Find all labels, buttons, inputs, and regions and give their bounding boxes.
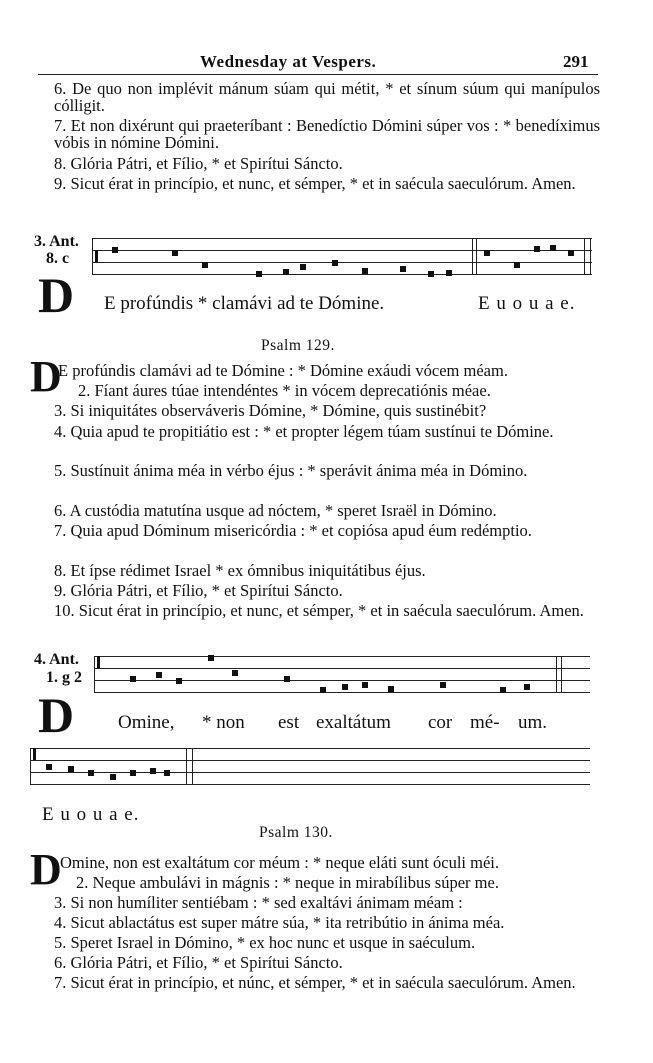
bar-line [192, 748, 193, 784]
neume-note [176, 678, 182, 684]
neume-note [68, 766, 74, 772]
neume-note [46, 764, 52, 770]
neume-note [446, 270, 452, 276]
neume-note [88, 770, 94, 776]
psalm-129-verse-6: 6. A custódia matutína usque ad nóctem, * speret Israël in Dómino. [54, 501, 497, 520]
neume-note [342, 684, 348, 690]
neume-note [172, 250, 178, 256]
neume-note [362, 682, 368, 688]
neume-note [534, 246, 540, 252]
staff-line [94, 680, 590, 681]
neume-note [362, 268, 368, 274]
neume-note [283, 269, 289, 275]
staff-line [94, 692, 590, 693]
page-number: 291 [563, 52, 589, 71]
psalm-130-verse-1: Omine, non est exaltátum cor méum : * neque eláti sunt óculi méi. [60, 853, 499, 872]
antiphon-number: 3. Ant. [34, 233, 79, 250]
psalm-129-dropcap: D [30, 352, 62, 401]
bar-line [472, 238, 473, 274]
neume-note [550, 245, 556, 251]
antiphon-4-syllable: cor [428, 712, 453, 733]
neume-note [388, 686, 394, 692]
staff-line [92, 274, 592, 275]
antiphon-4-syllable: * non [202, 712, 245, 733]
antiphon-4-euouae: E u o u a e. [42, 804, 140, 825]
psalm-129-verse-3: 3. Si iniquitátes observáveris Dómine, * Dómine, quis sustinébit? [54, 401, 487, 420]
psalm-130-verse-5: 5. Speret Israel in Dómino, * ex hoc nunc et usque in saéculum. [54, 933, 476, 952]
neume-note [256, 271, 262, 277]
neume-note [524, 684, 530, 690]
bar-line [30, 748, 31, 784]
bar-line [584, 238, 585, 274]
staff-line [94, 668, 590, 669]
neume-note [400, 266, 406, 272]
psalm-130-verse-3: 3. Si non humíliter sentiébam : * sed exaltávi ánimam méam : [54, 893, 463, 912]
neume-note [110, 774, 116, 780]
staff-line [30, 772, 590, 773]
neume-note [284, 676, 290, 682]
staff-line [92, 250, 592, 251]
neume-note [440, 682, 446, 688]
c-clef-icon [95, 250, 98, 262]
c-clef-icon [33, 748, 36, 760]
psalm-129-verse-4: 4. Quia apud te propitiátio est : * et propter légem túam sustínui te Dómine. [54, 422, 554, 441]
header-rule [38, 74, 598, 75]
bar-line [94, 656, 95, 692]
psalm-129-verse-5: 5. Sustínuit ánima méa in vérbo éjus : * sperávit ánima méa in Dómino. [54, 461, 528, 480]
bar-line [590, 238, 591, 274]
neume-note [514, 262, 520, 268]
verse-6: 6. De quo non implévit mánum súam qui métit, * et sínum súum qui manípulos cólligit. [54, 79, 600, 115]
antiphon-mode: 8. c [46, 250, 70, 267]
staff-line [30, 760, 590, 761]
psalm-129-verse-10: 10. Sicut érat in princípio, et nunc, et sémper, * et in saécula saeculórum. Amen. [54, 601, 584, 620]
staff-line [30, 748, 590, 749]
neume-note [300, 264, 306, 270]
running-header-title: Wednesday at Vespers. [200, 52, 377, 71]
antiphon-4-syllable: um. [518, 712, 548, 733]
psalm-129-verse-8: 8. Et ípse rédimet Israel * ex ómnibus iniquitátibus éjus. [54, 561, 426, 580]
neume-note [156, 672, 162, 678]
neume-note [500, 687, 506, 693]
neume-note [164, 770, 170, 776]
neume-note [208, 655, 214, 661]
psalm-129-verse-7: 7. Quia apud Dóminum misericórdia : * et copiósa apud éum redémptio. [54, 521, 532, 540]
neume-note [428, 271, 434, 277]
psalm-129-verse-2: 2. Fíant áures túae intendéntes * in vócem deprecatiónis méae. [78, 381, 491, 400]
verse-7: 7. Et non dixérunt qui praeteríbant : Benedíctio Dómini súper vos : * benedíximus vóbis in nómine Dómini. [54, 116, 600, 152]
antiphon-4-dropcap: D [38, 687, 75, 743]
antiphon-3-dropcap: D [38, 267, 75, 323]
neume-note [484, 250, 490, 256]
bar-line [476, 238, 477, 274]
psalm-130-verse-4: 4. Sicut ablactátus est super mátre súa, * ita retribútio in ánima méa. [54, 913, 505, 932]
antiphon-4-syllable: mé- [470, 712, 500, 733]
staff-line [92, 238, 592, 239]
neume-note [320, 687, 326, 693]
psalm-129-verse-1: E profúndis clamávi ad te Dómine : * Dómine exáudi vócem méam. [58, 361, 508, 380]
neume-note [130, 676, 136, 682]
antiphon-3-euouae: E u o u a e. [478, 293, 576, 314]
neume-note [568, 250, 574, 256]
psalm-129-title: Psalm 129. [261, 337, 335, 354]
verse-9: 9. Sicut érat in princípio, et nunc, et sémper, * et in saécula saeculórum. Amen. [54, 174, 576, 193]
psalm-129-verse-9: 9. Glória Pátri, et Fílio, * et Spirítui Sáncto. [54, 581, 343, 600]
staff-line [94, 656, 590, 657]
neume-note [150, 768, 156, 774]
antiphon-4-syllable: exaltátum [316, 712, 391, 733]
psalm-130-title: Psalm 130. [259, 824, 333, 841]
verse-8: 8. Glória Pátri, et Fílio, * et Spirítui Sáncto. [54, 154, 343, 173]
antiphon-4-syllable: est [278, 712, 300, 733]
bar-line [92, 238, 93, 274]
psalm-130-dropcap: D [30, 845, 62, 894]
bar-line [186, 748, 187, 784]
staff-line [30, 784, 590, 785]
neume-note [130, 770, 136, 776]
bar-line [556, 656, 557, 692]
psalm-130-verse-6: 6. Glória Pátri, et Fílio, * et Spirítui Sáncto. [54, 953, 343, 972]
neume-note [232, 670, 238, 676]
antiphon-4-syllable: Omine, [118, 712, 175, 733]
psalm-130-verse-2: 2. Neque ambulávi in mágnis : * neque in mirabílibus súper me. [76, 873, 499, 892]
antiphon-3-lyrics: E profúndis * clamávi ad te Dómine. [104, 293, 385, 314]
psalm-130-verse-7: 7. Sicut érat in princípio, et núnc, et sémper, * et in saécula saeculórum. Amen. [54, 973, 576, 992]
neume-note [202, 262, 208, 268]
neume-note [332, 260, 338, 266]
c-clef-icon [97, 656, 100, 668]
antiphon-number: 4. Ant. [34, 651, 79, 668]
bar-line [561, 656, 562, 692]
neume-note [112, 247, 118, 253]
antiphon-mode: 1. g 2 [46, 669, 82, 686]
